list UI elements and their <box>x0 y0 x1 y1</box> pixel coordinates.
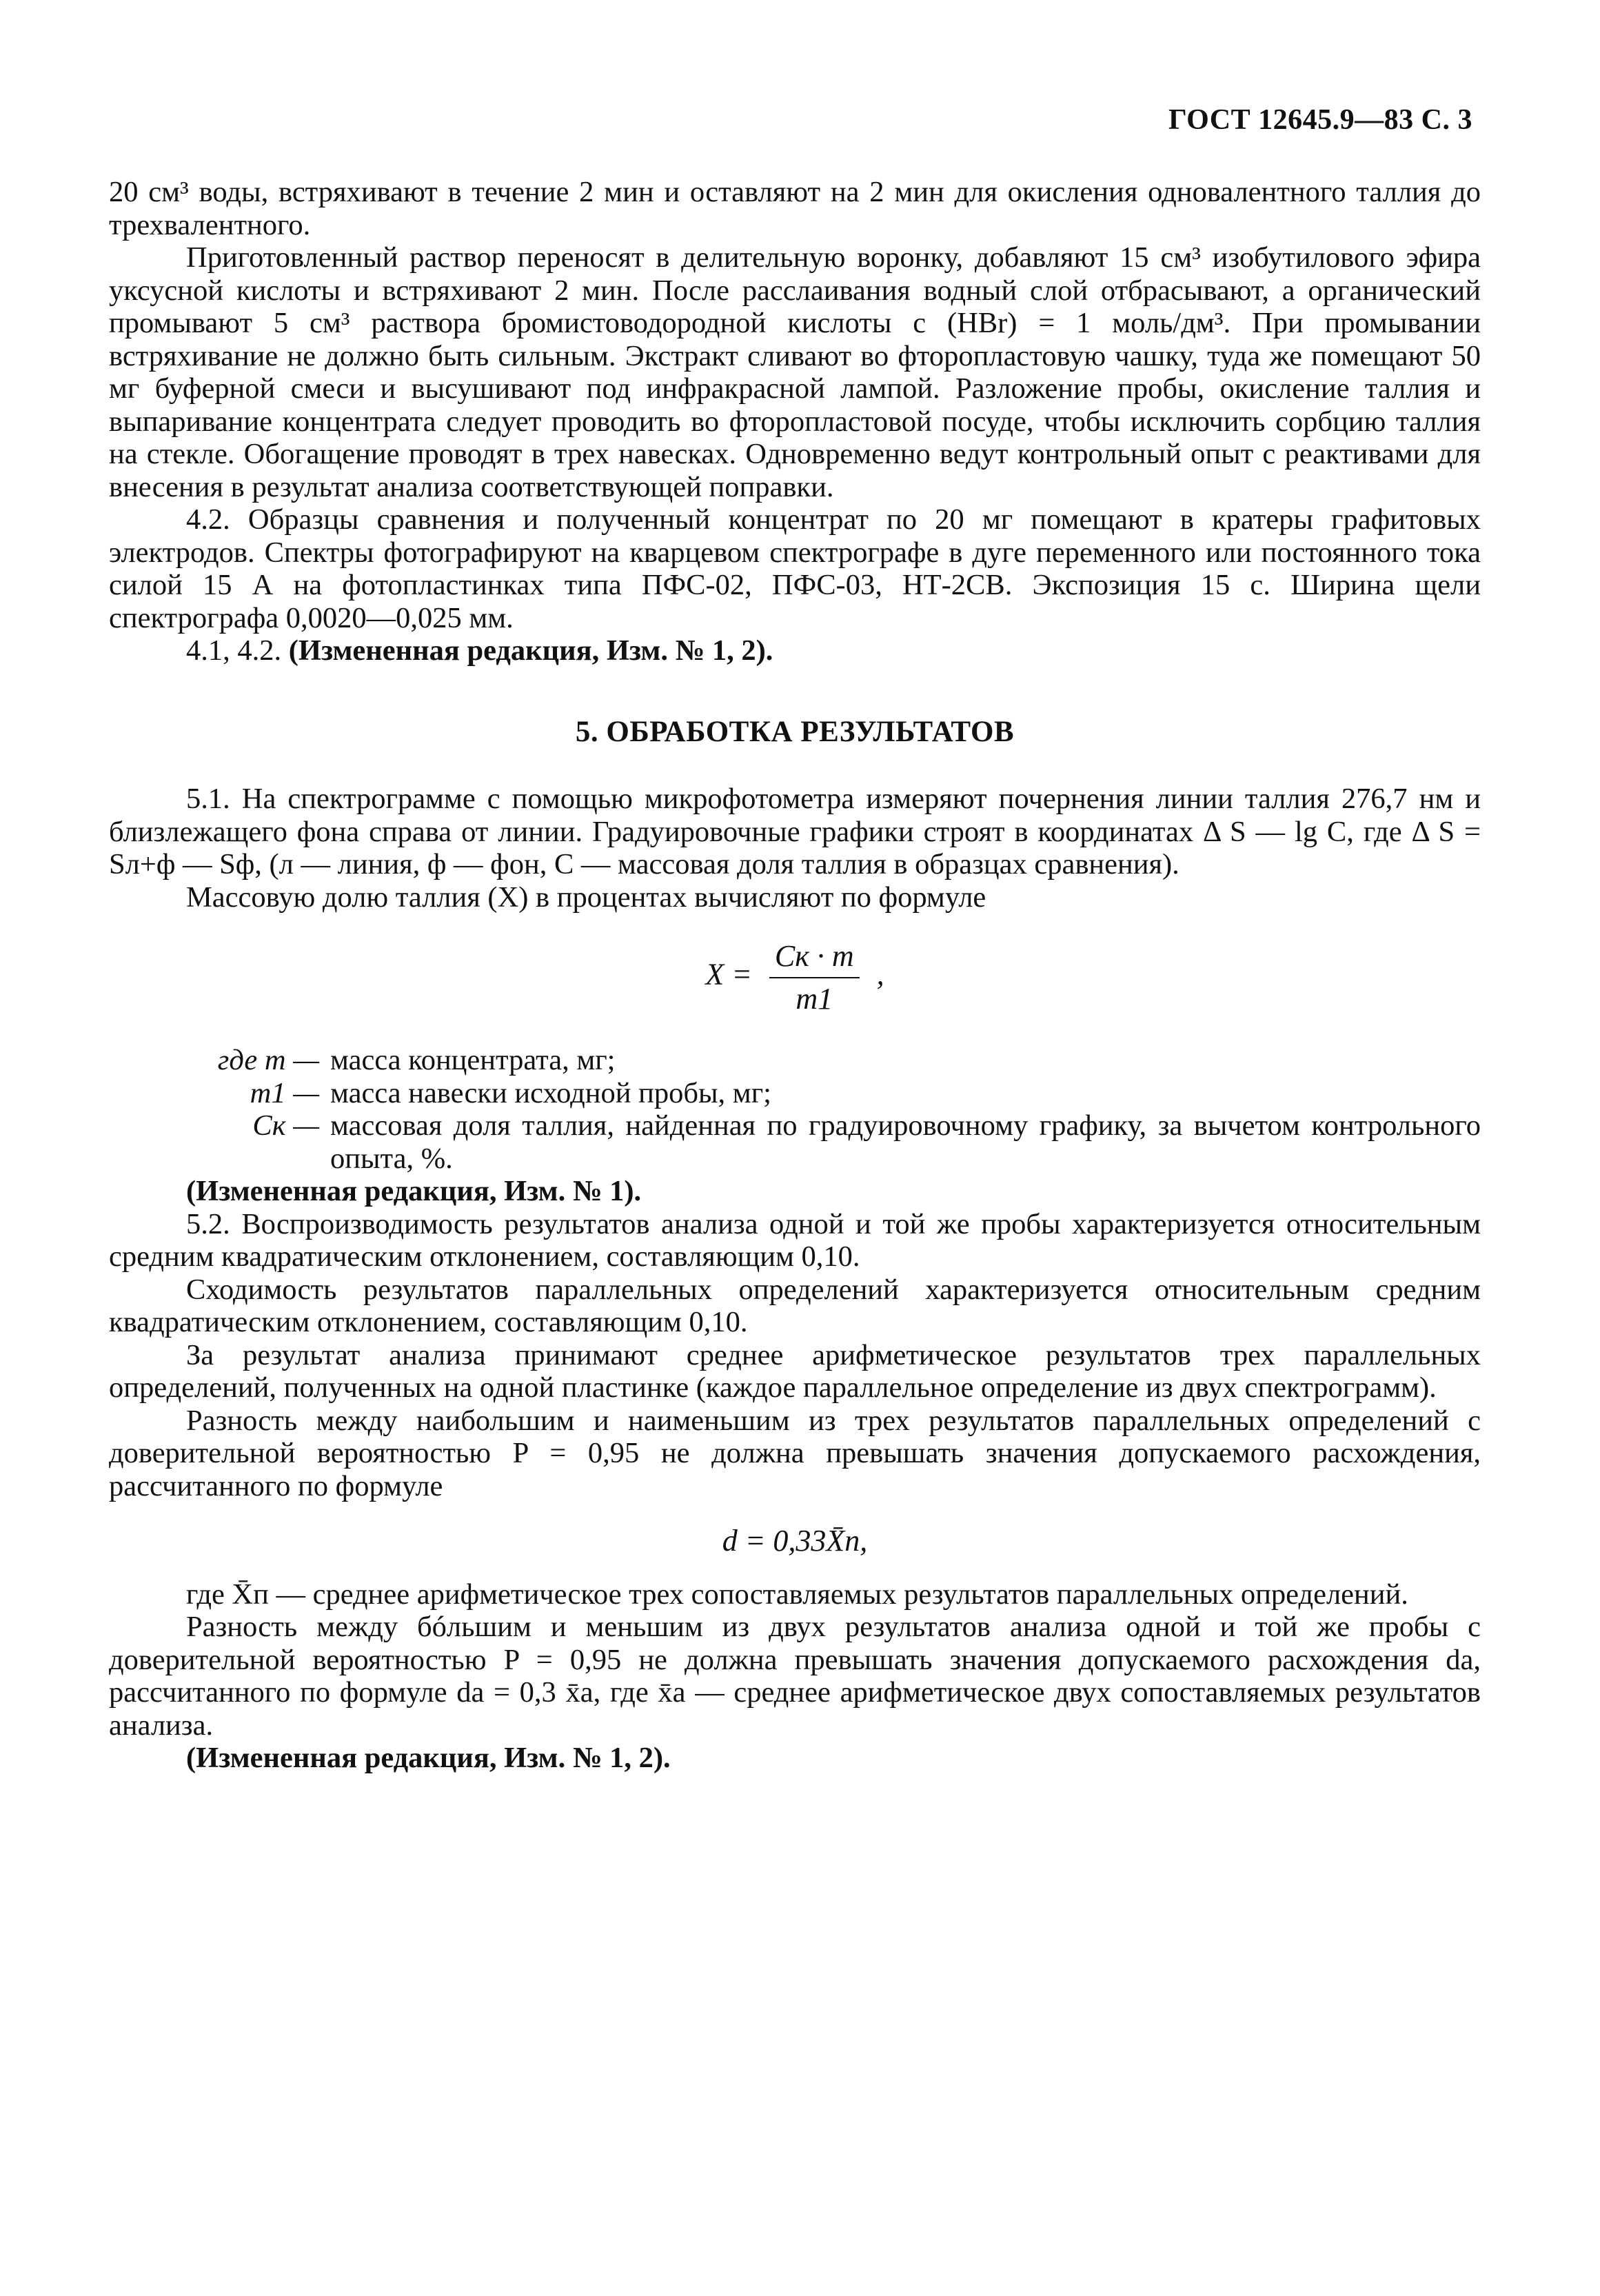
where-desc-ck: массовая доля таллия, найденная по градуировочному графику, за вычетом контрольного опыта, %. <box>330 1109 1481 1175</box>
where-term-m1: m1 — <box>250 1076 319 1109</box>
where-item-m1 <box>109 1077 1481 1110</box>
paragraph-formula-intro: Массовую долю таллия (X) в процентах вычисляют по формуле <box>186 880 986 914</box>
document-body <box>109 176 1481 1775</box>
where-item-m <box>109 1044 1481 1077</box>
formula-mass-fraction <box>109 940 1481 1015</box>
paragraph-4-2: 4.2. Образцы сравнения и полученный концентрат по 20 мг помещают в кратеры графитовых электродов. Спектры фотографируют на кварцевом спектрографе в дуге переменного или постоянного тока силой 15 А на фотопластинках типа ПФС-02, ПФС-03, НТ-2СВ. Экспозиция 15 с. Ширина щели спектрографа 0,0020—0,025 мм. <box>109 503 1481 634</box>
where-desc-m1: масса навески исходной пробы, мг; <box>330 1076 771 1109</box>
amendment-note-4-bold: (Измененная редакция, Изм. № 1, 2). <box>288 634 773 667</box>
formula-fraction <box>769 940 860 1015</box>
formula-discrepancy: d = 0,33X̄п, <box>722 1524 868 1558</box>
amendment-note-4-prefix: 4.1, 4.2. <box>186 634 289 667</box>
where-term-m: где m — <box>217 1044 319 1076</box>
formula-denominator: m1 <box>796 981 833 1016</box>
amendment-note-5-1: (Измененная редакция, Изм. № 1). <box>186 1175 642 1207</box>
paragraph-difference: Разность между наибольшим и наименьшим из трех результатов параллельных определений с доверительной вероятностью P = 0,95 не должна превышать значения допускаемого расхождения, рассчитанного по формуле <box>109 1404 1481 1502</box>
paragraph-5-1: 5.1. На спектрограмме с помощью микрофотометра измеряют почернения линии таллия 276,7 нм и близлежащего фона справа от линии. Градуировочные графики строят в координатах Δ S — lg C, где Δ S = Sл+ф — Sф, (л — линия, ф — фон, C — массовая доля таллия в образцах сравнения). <box>109 783 1481 880</box>
paragraph-result: За результат анализа принимают среднее арифметическое результатов трех параллельных определений, полученных на одной пластинке (каждое параллельное определение из двух спектрограмм). <box>109 1338 1481 1404</box>
formula-lhs: X = <box>705 957 752 991</box>
where-desc-m: масса концентрата, мг; <box>330 1044 616 1076</box>
paragraph-difference-two: Разность между бóльшим и меньшим из двух результатов анализа одной и той же пробы с доверительной вероятностью P = 0,95 не должна превышать значения допускаемого расхождения dа, рассчитанного по формуле dа = 0,3 x̄а, где x̄а — среднее арифметическое двух сопоставляемых результатов анализа. <box>109 1611 1481 1742</box>
paragraph-1: 20 см³ воды, встряхивают в течение 2 мин и оставляют на 2 мин для окисления одновалентного таллия до трехвалентного. <box>109 176 1481 241</box>
page-header: ГОСТ 12645.9—83 С. 3 <box>1168 104 1472 136</box>
formula-numerator: Cк · m <box>769 940 860 978</box>
amendment-note-4 <box>109 634 1481 667</box>
amendment-note-5-2: (Измененная редакция, Изм. № 1, 2). <box>186 1742 671 1774</box>
section-5-heading: 5. ОБРАБОТКА РЕЗУЛЬТАТОВ <box>575 715 1015 748</box>
paragraph-convergence: Сходимость результатов параллельных определений характеризуется относительным средним квадратическим отклонением, составляющим 0,10. <box>109 1273 1481 1338</box>
formula-tail: , <box>876 957 884 991</box>
where-term-ck: Cк — <box>252 1109 319 1142</box>
paragraph-2: Приготовленный раствор переносят в делительную воронку, добавляют 15 см³ изобутилового эфира уксусной кислоты и встряхивают 2 мин. После расслаивания водный слой отбрасывают, а органический промывают 5 см³ раствора бромистоводородной кислоты c (HBr) = 1 моль/дм³. При промывании встряхивание не должно быть сильным. Экстракт сливают во фторопластовую чашку, туда же помещают 50 мг буферной смеси и высушивают под инфракрасной лампой. Разложение пробы, окисление таллия и выпаривание концентрата следует проводить во фторопластовой посуде, чтобы исключить сорбцию таллия на стекле. Обогащение проводят в трех навесках. Одновременно ведут контрольный опыт с реактивами для внесения в результат анализа соответствующей поправки. <box>109 241 1481 503</box>
where-item-ck <box>109 1109 1481 1175</box>
paragraph-where-xn: где X̄п — среднее арифметическое трех сопоставляемых результатов параллельных определений. <box>186 1578 1408 1611</box>
paragraph-5-2: 5.2. Воспроизводимость результатов анализа одной и той же пробы характеризуется относительным средним квадратическим отклонением, составляющим 0,10. <box>109 1207 1481 1273</box>
